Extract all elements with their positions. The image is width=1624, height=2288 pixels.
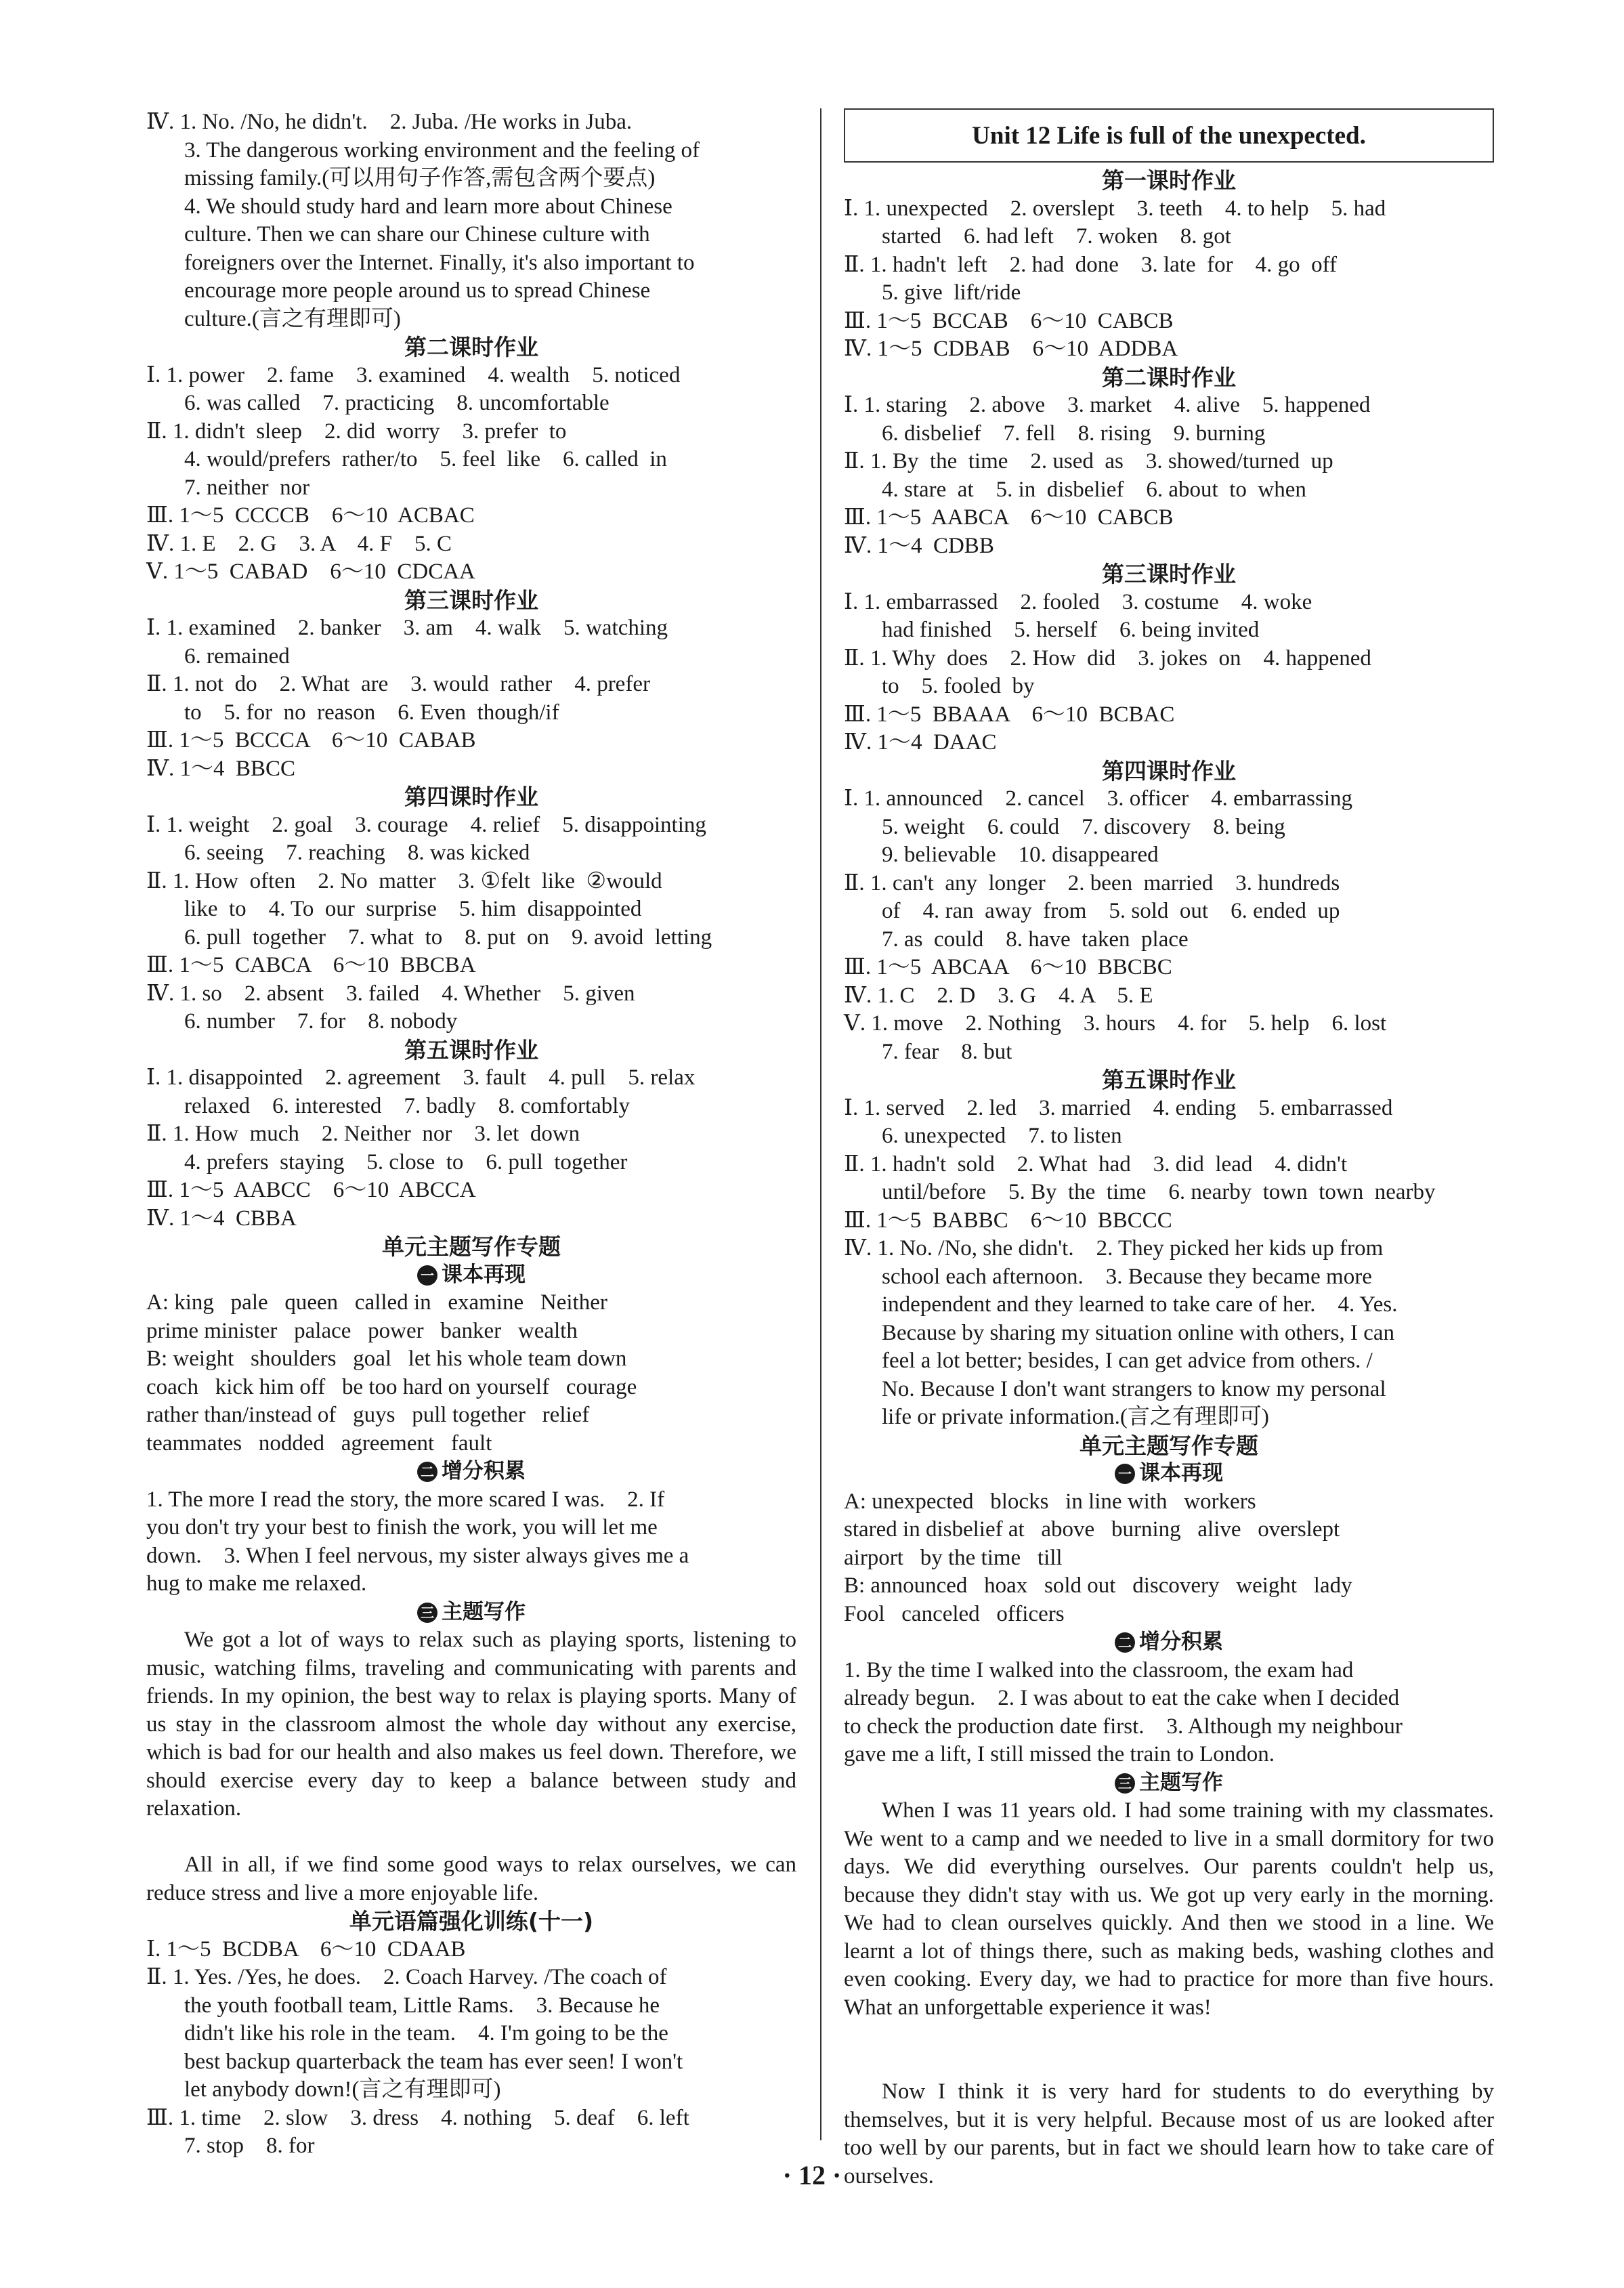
page-number: · 12 · [782,2160,842,2190]
answer-line: feel a lot better; besides, I can get advice from others. / [882,1349,1373,1373]
subsection-heading [146,1598,796,1627]
column-divider [820,108,821,2140]
answer-line: had finished 5. herself 6. being invited [882,618,1260,642]
answer-line: of 4. ran away from 5. sold out 6. ended up [882,899,1340,923]
answer-line: let anybody down!(言之有理即可) [184,2077,501,2102]
section-number-badge: 二 [417,1462,437,1482]
answer-line: already begun. 2. I was about to eat the cake when I decided [844,1686,1400,1710]
subsection-heading [844,1460,1494,1488]
answer-line: relaxed 6. interested 7. badly 8. comfortably [184,1093,630,1118]
subsection-label: 课本再现 [1139,1461,1223,1485]
answer-line: like to 4. To our surprise 5. him disappointed [184,897,642,921]
answer-line: Ⅲ. 1～5 CCCCB 6～10 ACBAC [146,503,475,528]
answer-line: No. Because I don't want strangers to know my personal [882,1376,1386,1401]
answer-line: Ⅰ. 1. examined 2. banker 3. am 4. walk 5. watching [146,616,668,640]
answer-line: Ⅳ. 1. E 2. G 3. A 4. F 5. C [146,531,452,556]
left-column [146,108,796,2161]
answer-line: Ⅳ. 1～4 BBCC [146,756,296,781]
answer-line: Ⅱ. 1. not do 2. What are 3. would rather 4. prefer [146,672,650,696]
answer-line: Ⅰ. 1. weight 2. goal 3. courage 4. relief 5. disappointing [146,812,706,837]
answer-line: 9. believable 10. disappeared [882,843,1159,867]
essay-paragraph: We got a lot of ways to relax such as playing sports, listening to music, watching films, traveling and communicating with parents and friends. In my opinion, the best way to relax is playing sports. Many of us stay in the classroom almost the whole day without any exercise, which is bad for our health and also makes us feel down. Therefore, we should exercise every day to keep a balance between study and relaxation. [146,1628,796,1821]
essay-paragraph: Now I think it is very hard for students to do everything by themselves, but it is very helpful. Because most of us are looked after too well by our parents, but in fact we should learn how to take care of ourselves. [844,2079,1494,2188]
answer-line: culture.(言之有理即可) [184,306,401,331]
answer-line: Ⅲ. 1～5 BBAAA 6～10 BCBAC [844,702,1175,727]
right-column [844,108,1494,2190]
answer-line: 5. weight 6. could 7. discovery 8. being [882,814,1285,839]
answer-line: 7. fear 8. but [882,1039,1012,1064]
answer-line: Ⅴ. 1. move 2. Nothing 3. hours 4. for 5. help 6. lost [844,1011,1387,1036]
answer-line: to 5. for no reason 6. Even though/if [184,700,559,725]
answer-line: 6. remained [184,643,290,669]
section-heading: 第四课时作业 [1102,757,1236,784]
answer-line: gave me a lift, I still missed the train to London. [844,1742,1275,1766]
answer-line: Ⅲ. 1～5 ABCAA 6～10 BBCBC [844,955,1172,979]
answer-line: 6. was called 7. practicing 8. uncomfortable [184,391,610,415]
answer-line: teammates nodded agreement fault [146,1431,492,1456]
answer-line: Ⅰ. 1. power 2. fame 3. examined 4. wealth 5. noticed [146,362,681,387]
answer-line: 4. We should study hard and learn more about Chinese [184,194,672,219]
section-heading: 第三课时作业 [404,587,538,614]
answer-line: 1. The more I read the story, the more scared I was. 2. If [146,1487,665,1512]
answer-line: Ⅲ. 1. time 2. slow 3. dress 4. nothing 5. deaf 6. left [146,2105,689,2130]
answer-line: Ⅳ. 1～4 CDBB [844,533,994,558]
section-number-badge: 三 [417,1603,437,1623]
answer-line: missing family.(可以用句子作答,需包含两个要点) [184,166,656,190]
answer-line: Ⅰ. 1～5 BCDBA 6～10 CDAAB [146,1936,466,1962]
answer-line: Ⅲ. 1～5 AABCC 6～10 ABCCA [146,1178,476,1202]
answer-line: airport by the time till [844,1545,1063,1570]
unit-title: Unit 12 Life is full of the unexpected. [844,108,1494,163]
subsection-heading [844,1769,1494,1798]
subsection-label: 主题写作 [442,1599,526,1624]
answer-line: stared in disbelief at above burning alive overslept [844,1517,1340,1542]
answer-line: life or private information.(言之有理即可) [882,1405,1269,1429]
answer-line: Ⅰ. 1. staring 2. above 3. market 4. alive 5. happened [844,393,1371,417]
answer-line: Ⅱ. 1. How much 2. Neither nor 3. let down [146,1122,580,1146]
answer-line: until/before 5. By the time 6. nearby town town nearby [882,1180,1436,1204]
answer-line: started 6. had left 7. woken 8. got [882,224,1231,249]
answer-line: Because by sharing my situation online with others, I can [882,1320,1395,1345]
section-heading: 单元主题写作专题 [382,1233,561,1260]
answer-line: foreigners over the Internet. Finally, it's also important to [184,250,695,275]
answer-line: encourage more people around us to spread Chinese [184,278,651,303]
answer-line: 3. The dangerous working environment and the feeling of [184,137,700,163]
answer-line: Ⅲ. 1～5 AABCA 6～10 CABCB [844,505,1174,530]
answer-line: Ⅳ. 1～4 DAAC [844,730,997,755]
answer-line: B: weight shoulders goal let his whole team down [146,1347,627,1371]
answer-line: Ⅲ. 1～5 BABBC 6～10 BBCCC [844,1208,1172,1233]
answer-line: to 5. fooled by [882,674,1035,698]
answer-line: 7. neither nor [184,475,310,500]
section-heading: 第二课时作业 [404,334,538,360]
answer-line: hug to make me relaxed. [146,1571,367,1596]
subsection-label: 增分积累 [442,1459,526,1483]
answer-line: Ⅱ. 1. hadn't left 2. had done 3. late for 4. go off [844,252,1337,277]
section-heading: 第四课时作业 [404,784,538,810]
section-heading: 第二课时作业 [1102,364,1236,391]
subsection-label: 课本再现 [442,1262,526,1287]
answer-line: 6. unexpected 7. to listen [882,1124,1122,1148]
answer-line: the youth football team, Little Rams. 3. Because he [184,1993,660,2018]
answer-line: 4. would/prefers rather/to 5. feel like 6. called in [184,447,667,471]
answer-line: 6. pull together 7. what to 8. put on 9. avoid letting [184,925,712,950]
answer-line: Ⅳ. 1～5 CDBAB 6～10 ADDBA [844,337,1178,361]
answer-line: didn't like his role in the team. 4. I'm going to be the [184,2021,668,2046]
answer-line: Ⅰ. 1. embarrassed 2. fooled 3. costume 4. woke [844,589,1312,614]
answer-line: to check the production date first. 3. Although my neighbour [844,1714,1403,1739]
answer-line: coach kick him off be too hard on yourself courage [146,1374,637,1399]
answer-line: Ⅳ. 1. No. /No, he didn't. 2. Juba. /He works in Juba. [146,110,633,134]
answer-line: 5. give lift/ride [882,280,1021,305]
section-number-badge: 二 [1115,1632,1135,1653]
answer-line: Ⅰ. 1. announced 2. cancel 3. officer 4. embarrassing [844,786,1353,811]
answer-line: 4. prefers staying 5. close to 6. pull together [184,1149,628,1174]
answer-line: you don't try your best to finish the work, you will let me [146,1515,658,1540]
essay-paragraph: All in all, if we find some good ways to relax ourselves, we can reduce stress and live a more enjoyable life. [146,1852,796,1905]
section-number-badge: 三 [1115,1773,1135,1794]
answer-line: 6. seeing 7. reaching 8. was kicked [184,841,530,865]
subsection-label: 主题写作 [1139,1770,1223,1795]
section-heading: 第五课时作业 [1102,1067,1236,1093]
answer-line: Ⅲ. 1～5 CABCA 6～10 BBCBA [146,953,476,977]
answer-line: Ⅳ. 1. C 2. D 3. G 4. A 5. E [844,983,1153,1008]
answer-line: 4. stare at 5. in disbelief 6. about to when [882,477,1306,502]
answer-line: Ⅰ. 1. unexpected 2. overslept 3. teeth 4. to help 5. had [844,196,1386,221]
answer-line: Ⅰ. 1. disappointed 2. agreement 3. fault 4. pull 5. relax [146,1065,696,1090]
answer-line: down. 3. When I feel nervous, my sister always gives me a [146,1543,689,1568]
answer-line: Ⅱ. 1. By the time 2. used as 3. showed/turned up [844,449,1333,473]
answer-line: independent and they learned to take care of her. 4. Yes. [882,1292,1398,1317]
essay-paragraph: When I was 11 years old. I had some training with my classmates. We went to a camp and we needed to live in a small dormitory for two days. We did everything ourselves. Our parents couldn't help us, because they didn't stay with us. We got up very early in the morning. We had to clean ourselves quickly. And then we stood in a line. We learnt a lot of things there, such as making beds, washing clothes and even cooking. Every day, we had to practice for more than five hours. What an unforgettable experience it was! [844,1798,1494,2020]
answer-line: 7. stop 8. for [184,2134,315,2158]
answer-line: Ⅱ. 1. can't any longer 2. been married 3. hundreds [844,870,1340,895]
answer-line: Ⅲ. 1～5 BCCAB 6～10 CABCB [844,308,1174,333]
answer-line: Ⅱ. 1. Why does 2. How did 3. jokes on 4. happened [844,645,1371,671]
answer-line: A: king pale queen called in examine Neither [146,1290,607,1315]
section-heading: 第五课时作业 [404,1036,538,1063]
answer-line: rather than/instead of guys pull together relief [146,1403,590,1427]
answer-line: Ⅱ. 1. hadn't sold 2. What had 3. did lead 4. didn't [844,1151,1348,1177]
answer-line: Ⅰ. 1. served 2. led 3. married 4. ending 5. embarrassed [844,1095,1393,1120]
answer-line: 6. disbelief 7. fell 8. rising 9. burning [882,421,1266,446]
subsection-label: 增分积累 [1139,1630,1223,1654]
answer-line: Ⅲ. 1～5 BCCCA 6～10 CABAB [146,728,476,753]
answer-line: Ⅴ. 1～5 CABAD 6～10 CDCAA [146,559,475,584]
answer-line: Ⅳ. 1. so 2. absent 3. failed 4. Whether 5. given [146,981,635,1006]
section-heading: 单元语篇强化训练(十一) [349,1908,594,1934]
answer-line: culture. Then we can share our Chinese culture with [184,222,650,247]
answer-line: 7. as could 8. have taken place [882,927,1189,952]
subsection-heading [844,1628,1494,1657]
answer-line: school each afternoon. 3. Because they became more [882,1264,1372,1289]
subsection-heading [146,1261,796,1290]
answer-line: Ⅳ. 1. No. /No, she didn't. 2. They picked her kids up from [844,1236,1384,1260]
answer-line: A: unexpected blocks in line with workers [844,1489,1256,1514]
answer-line: best backup quarterback the team has ever seen! I won't [184,2049,683,2074]
section-heading: 单元主题写作专题 [1080,1432,1258,1459]
section-heading: 第一课时作业 [1102,167,1236,194]
answer-line: 6. number 7. for 8. nobody [184,1009,458,1034]
section-heading: 第三课时作业 [1102,561,1236,587]
answer-line: Ⅳ. 1～4 CBBA [146,1206,297,1231]
section-number-badge: 一 [1115,1464,1135,1484]
answer-line: B: announced hoax sold out discovery weight lady [844,1573,1352,1598]
subsection-heading [146,1458,796,1486]
answer-line: 1. By the time I walked into the classroom, the exam had [844,1657,1354,1682]
answer-line: prime minister palace power banker wealth [146,1318,578,1343]
answer-line: Ⅱ. 1. How often 2. No matter 3. ①felt like ②would [146,868,662,893]
answer-line: Ⅱ. 1. didn't sleep 2. did worry 3. prefer to [146,419,567,444]
answer-line: Fool canceled officers [844,1601,1065,1626]
section-number-badge: 一 [417,1265,437,1286]
answer-line: Ⅱ. 1. Yes. /Yes, he does. 2. Coach Harvey. /The coach of [146,1965,667,1989]
